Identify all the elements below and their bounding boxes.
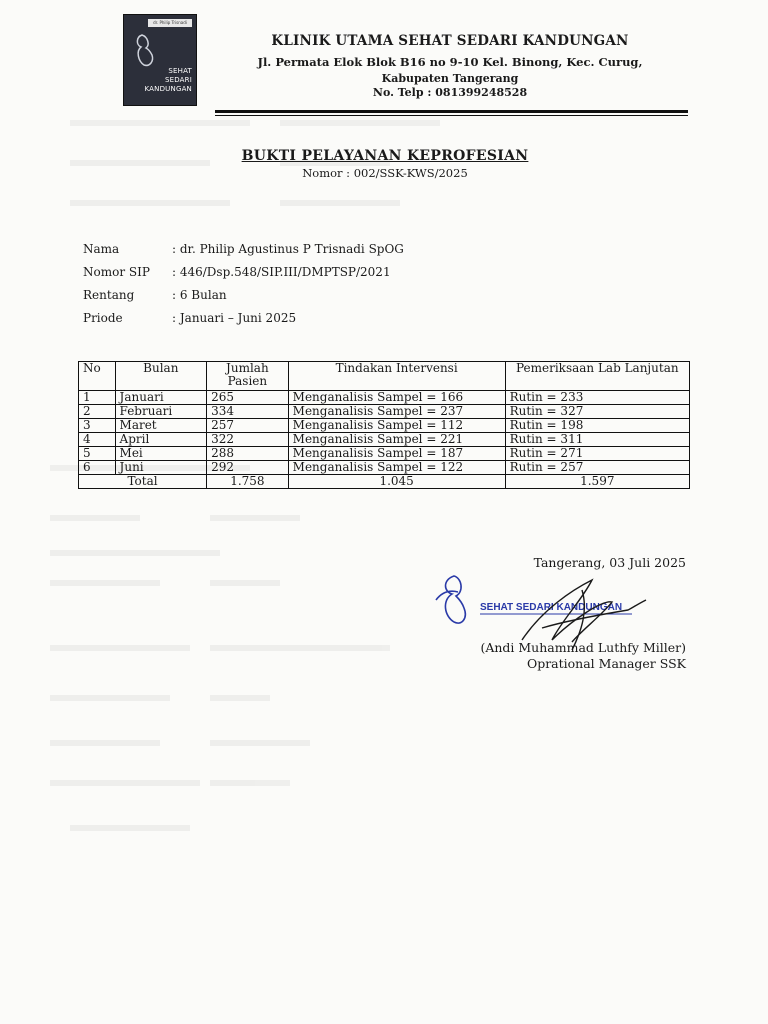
- cell-lab: Rutin = 271: [505, 447, 689, 461]
- header-jumlah-pasien: Jumlah Pasien: [207, 362, 289, 391]
- cell-tindakan: Menganalisis Sampel = 112: [288, 419, 505, 433]
- document-number: Nomor : 002/SSK-KWS/2025: [302, 166, 468, 180]
- table-row: [79, 419, 690, 433]
- field-value-priode: : Januari – Juni 2025: [172, 311, 297, 325]
- service-table: [78, 361, 690, 489]
- header-bulan: Bulan: [115, 362, 207, 391]
- cell-bulan: Januari: [115, 391, 207, 405]
- cell-pasien: 292: [207, 461, 289, 475]
- cell-pasien: 334: [207, 405, 289, 419]
- header-pemeriksaan: Pemeriksaan Lab Lanjutan: [505, 362, 689, 391]
- field-value-rentang: : 6 Bulan: [172, 288, 227, 302]
- logo-text-3: KANDUNGAN: [144, 85, 192, 93]
- cell-pasien: 257: [207, 419, 289, 433]
- cell-tindakan: Menganalisis Sampel = 122: [288, 461, 505, 475]
- cell-pasien: 288: [207, 447, 289, 461]
- pregnant-woman-icon: [128, 31, 168, 71]
- cell-lab: Rutin = 257: [505, 461, 689, 475]
- stamp-text: SEHAT SEDARI KANDUNGAN: [480, 602, 623, 613]
- cell-bulan: Juni: [115, 461, 207, 475]
- table-total-row: [79, 475, 690, 489]
- total-tindakan: 1.045: [288, 475, 505, 489]
- cell-tindakan: Menganalisis Sampel = 187: [288, 447, 505, 461]
- letterhead-divider-thick: [215, 110, 688, 113]
- letterhead-divider-thin: [215, 115, 688, 116]
- clinic-name: KLINIK UTAMA SEHAT SEDARI KANDUNGAN: [271, 33, 629, 49]
- cell-bulan: Mei: [115, 447, 207, 461]
- cell-lab: Rutin = 233: [505, 391, 689, 405]
- clinic-phone: No. Telp : 081399248528: [372, 86, 528, 99]
- cell-tindakan: Menganalisis Sampel = 221: [288, 433, 505, 447]
- cell-no: 4: [79, 433, 116, 447]
- cell-bulan: Maret: [115, 419, 207, 433]
- cell-no: 5: [79, 447, 116, 461]
- clinic-address-line2: Kabupaten Tangerang: [381, 72, 519, 85]
- logo-text-1: SEHAT: [168, 67, 192, 75]
- document-title: BUKTI PELAYANAN KEPROFESIAN: [241, 148, 529, 164]
- total-pasien: 1.758: [207, 475, 289, 489]
- clinic-address-line1: Jl. Permata Elok Blok B16 no 9-10 Kel. Binong, Kec. Curug,: [257, 55, 643, 69]
- field-label-priode: Priode: [83, 311, 123, 325]
- cell-lab: Rutin = 311: [505, 433, 689, 447]
- cell-bulan: Februari: [115, 405, 207, 419]
- cell-no: 3: [79, 419, 116, 433]
- cell-tindakan: Menganalisis Sampel = 237: [288, 405, 505, 419]
- cell-no: 2: [79, 405, 116, 419]
- cell-no: 6: [79, 461, 116, 475]
- signer-name: (Andi Muhammad Luthfy Miller): [480, 640, 686, 655]
- field-label-sip: Nomor SIP: [83, 265, 150, 279]
- total-label: Total: [79, 475, 207, 489]
- table-row: [79, 405, 690, 419]
- table-row: [79, 391, 690, 405]
- field-label-rentang: Rentang: [83, 288, 135, 302]
- field-label-nama: Nama: [83, 242, 120, 256]
- table-header-row: [79, 362, 690, 391]
- cell-pasien: 322: [207, 433, 289, 447]
- cell-no: 1: [79, 391, 116, 405]
- header-tindakan: Tindakan Intervensi: [288, 362, 505, 391]
- cell-lab: Rutin = 198: [505, 419, 689, 433]
- cell-tindakan: Menganalisis Sampel = 166: [288, 391, 505, 405]
- total-lab: 1.597: [505, 475, 689, 489]
- field-value-nama: : dr. Philip Agustinus P Trisnadi SpOG: [172, 242, 404, 256]
- cell-bulan: April: [115, 433, 207, 447]
- cell-pasien: 265: [207, 391, 289, 405]
- table-row: [79, 447, 690, 461]
- table-row: [79, 461, 690, 475]
- logo-text-2: SEDARI: [164, 76, 192, 84]
- table-row: [79, 433, 690, 447]
- logo-tag: dr. Philip Trisnadi: [148, 19, 192, 27]
- clinic-logo: [123, 14, 197, 106]
- place-date: Tangerang, 03 Juli 2025: [533, 555, 686, 570]
- signer-role: Oprational Manager SSK: [526, 656, 686, 671]
- cell-lab: Rutin = 327: [505, 405, 689, 419]
- field-value-sip: : 446/Dsp.548/SIP.III/DMPTSP/2021: [172, 265, 391, 279]
- header-no: No: [79, 362, 116, 391]
